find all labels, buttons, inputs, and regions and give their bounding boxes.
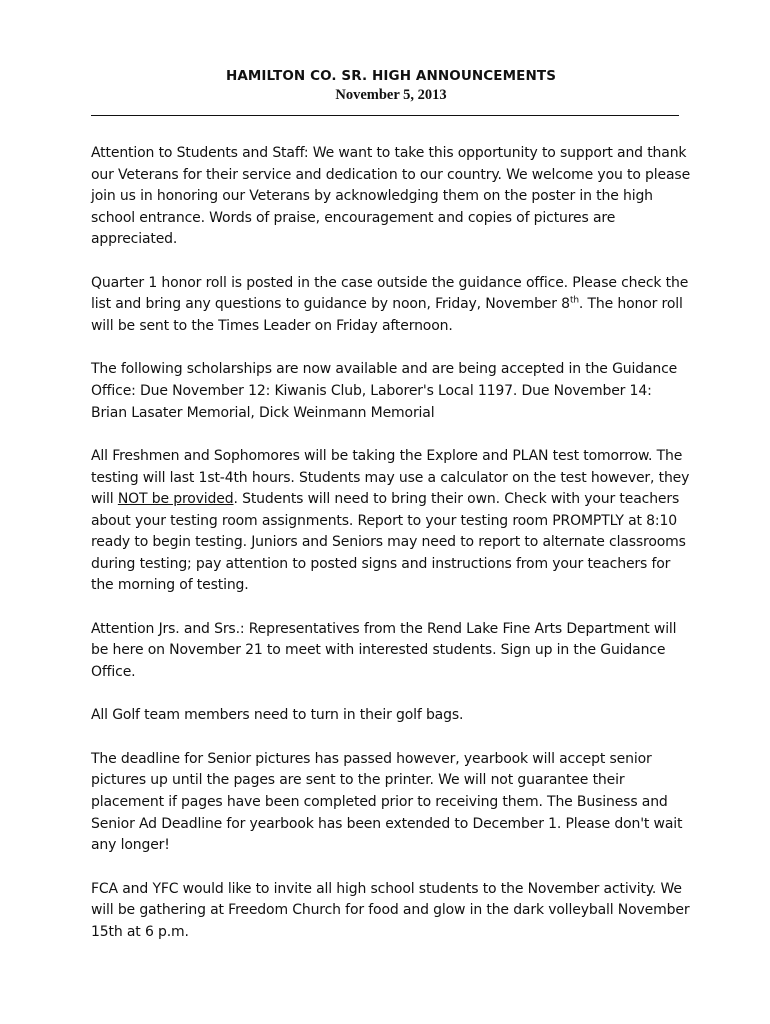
honor-roll-text-end: . The honor roll will be sent to the Times Leader on Friday afternoon. <box>91 296 683 334</box>
honor-roll-text-start: Quarter 1 honor roll is posted in the case outside the guidance office. Please check the list and bring any questions to guidance by noon, Friday, November 8 <box>91 274 689 313</box>
announcement-honor-roll <box>91 273 691 338</box>
announcement-golf: All Golf team members need to turn in their golf bags. <box>91 707 464 724</box>
announcement-explore-plan-test <box>91 446 691 597</box>
testing-underlined-text: NOT be provided <box>117 491 234 508</box>
testing-text-end: . Students will need to bring their own. Check with your teachers about your testing room assignments. Report to your testing room PROMPTLY at 8:10 ready to begin testing. Juniors and Seniors may need to report to alternate classrooms during testing; pay attention to posted signs and instructions from your teachers for the morning of testing. <box>91 491 686 594</box>
document-date: November 5, 2013 <box>335 87 447 103</box>
announcement-fine-arts: Attention Jrs. and Srs.: Representatives from the Rend Lake Fine Arts Department will be here on November 21 to meet with interested students. Sign up in the Guidance Office. <box>91 620 677 681</box>
announcement-page <box>91 66 691 965</box>
announcement-senior-pictures: The deadline for Senior pictures has passed however, yearbook will accept senior pictures up until the pages are sent to the printer. We will not guarantee their placement if pages have been completed prior to receiving them. The Business and Senior Ad Deadline for yearbook has been extended to December 1. Please don't wait any longer! <box>91 750 683 854</box>
announcement-fca-yfc: FCA and YFC would like to invite all high school students to the November activity. We will be gathering at Freedom Church for food and glow in the dark volleyball November 15th at 6 p.m. <box>91 880 690 940</box>
announcement-veterans: Attention to Students and Staff: We want to take this opportunity to support and thank our Veterans for their service and dedication to our country. We welcome you to please join us in honoring our Veterans by acknowledging them on the poster in the high school entrance. Words of praise, encouragement and copies of pictures are appreciated. <box>91 145 691 248</box>
document-title: HAMILTON CO. SR. HIGH ANNOUNCEMENTS <box>225 68 557 84</box>
announcement-scholarships: The following scholarships are now available and are being accepted in the Guidance Office: Due November 12: Kiwanis Club, Laborer's Local 1197. Due November 14: Brian Lasater Memorial, Dick Weinmann Memorial <box>91 361 678 421</box>
testing-text-start: All Freshmen and Sophomores will be taking the Explore and PLAN test tomorrow. The testing will last 1st-4th hours. Students may use a calculator on the test however, they will <box>91 447 690 508</box>
title-divider <box>91 115 679 116</box>
announcement-body <box>91 143 691 943</box>
ordinal-suffix: th <box>569 295 579 306</box>
